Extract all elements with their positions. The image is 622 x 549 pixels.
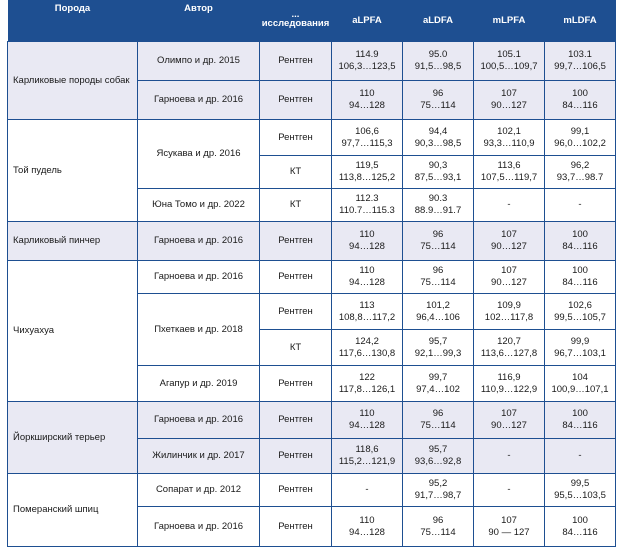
range-value: 117,6…130,8 [338,347,396,359]
range-value: 100,5…109,7 [480,61,538,72]
value-cell [332,189,403,222]
range-value: 84…116 [562,420,598,431]
mean-value: 90,3 [428,160,448,171]
mean-value: 116,9 [497,371,521,383]
value-cell [403,42,474,81]
value-cell [474,474,545,507]
mean-value: 100 [572,88,588,99]
value-cell [332,439,403,474]
mean-value: 96 [432,514,444,526]
value-cell [474,366,545,402]
header-row [8,0,616,42]
method-cell: Рентген [260,507,332,547]
table-body [8,42,616,547]
header-mldfa: mLDFA [545,0,616,42]
value-cell [474,222,545,261]
header-author: Автор [138,0,260,42]
method-cell: КТ [260,330,332,366]
value-cell [332,366,403,402]
value-cell [474,294,545,330]
mean-value: 102,6 [568,299,592,311]
breed-cell: Той пудель [8,120,138,222]
mean-value: 107 [501,88,517,99]
range-value: 84…116 [562,241,598,252]
method-cell: КТ [260,156,332,189]
method-cell: Рентген [260,366,332,402]
mean-value: 96 [432,229,444,240]
method-cell: Рентген [260,261,332,294]
header-method [260,0,332,42]
range-value: 113,8…125,2 [338,172,396,183]
value-cell [332,156,403,189]
range-value: 75…114 [420,241,456,252]
range-value: 106,3…123,5 [338,61,396,72]
range-value: 84…116 [562,526,598,538]
value-cell [332,222,403,261]
header-breed: Порода [8,0,138,42]
value-cell [545,474,616,507]
author-cell: Олимпо и др. 2015 [138,42,260,81]
value-cell [332,294,403,330]
mean-value: - [507,199,511,210]
mean-value: 110 [359,88,375,99]
mean-value: 100 [572,229,588,240]
mean-value: 114.9 [355,49,379,60]
value-cell [403,120,474,156]
mean-value: 110 [359,408,375,419]
breed-cell: Карликовые породы собак [8,42,138,120]
value-cell [332,402,403,439]
value-cell [545,189,616,222]
mean-value: 113 [359,299,375,311]
value-cell [332,261,403,294]
range-value: 97,7…115,3 [341,137,393,149]
value-cell [474,189,545,222]
method-cell: Рентген [260,439,332,474]
value-cell [403,81,474,120]
value-cell [474,402,545,439]
range-value: 84…116 [562,100,598,111]
value-cell [332,42,403,81]
mean-value: 107 [501,408,517,419]
mean-value: 96,2 [570,160,590,171]
author-cell: Ясукава и др. 2016 [138,120,260,189]
mean-value: 106,6 [355,125,379,137]
range-value: 107,5…119,7 [480,172,538,183]
author-cell: Жилинчик и др. 2017 [138,439,260,474]
value-cell [403,474,474,507]
mean-value: 94,4 [428,125,448,137]
mean-value: 96 [432,88,444,99]
data-table [7,0,616,547]
range-value: 117,8…126,1 [338,383,396,395]
range-value: 115,2…121,9 [338,456,396,467]
value-cell [403,189,474,222]
value-cell [332,474,403,507]
range-value: 90 — 127 [488,526,530,538]
mean-value: 110 [359,514,375,526]
range-value: 108,8…117,2 [338,311,396,323]
mean-value: 119,5 [355,160,379,171]
range-value: 90…127 [491,241,527,252]
mean-value: 103.1 [568,49,592,60]
value-cell [403,402,474,439]
mean-value: 105.1 [497,49,521,60]
value-cell [545,222,616,261]
range-value: 93,3…110,9 [483,137,535,149]
value-cell [545,439,616,474]
range-value: 93,7…98.7 [556,172,604,183]
value-cell [474,120,545,156]
method-cell: Рентген [260,402,332,439]
mean-value: 95,7 [428,335,448,347]
range-value: 84…116 [562,277,598,288]
range-value: 91,5…98,5 [414,61,462,72]
value-cell [403,294,474,330]
range-value: 102…117,8 [484,311,534,323]
range-value: 75…114 [420,420,456,431]
author-cell: Гарноева и др. 2016 [138,507,260,547]
value-cell [474,156,545,189]
range-value: 75…114 [420,100,456,111]
mean-value: 96 [432,408,444,419]
mean-value: 96 [432,265,444,276]
method-cell: Рентген [260,120,332,156]
method-cell: Рентген [260,42,332,81]
author-cell: Гарноева и др. 2016 [138,261,260,294]
mean-value: 95,7 [428,444,448,455]
range-value: 94…128 [349,526,385,538]
author-cell: Сопарат и др. 2012 [138,474,260,507]
method-cell: Рентген [260,81,332,120]
header-alpfa: aLPFA [332,0,403,42]
value-cell [403,261,474,294]
table-row [8,120,616,156]
author-cell: Гарноева и др. 2016 [138,222,260,261]
header-method-line1: ... [291,12,300,18]
range-value: 94…128 [349,100,385,111]
range-value: 96,4…106 [416,311,460,323]
header-method-line2: исследования [261,18,330,29]
range-value: 88.9…91.7 [414,205,462,216]
value-cell [545,81,616,120]
value-cell [474,261,545,294]
value-cell [545,330,616,366]
value-cell [545,366,616,402]
mean-value: 110 [359,229,375,240]
mean-value: 100 [572,265,588,276]
value-cell [474,330,545,366]
author-cell: Юна Томо и др. 2022 [138,189,260,222]
author-cell: Гарноева и др. 2016 [138,402,260,439]
table-row [8,222,616,261]
mean-value: 107 [501,265,517,276]
range-value: 113,6…127,8 [480,347,538,359]
mean-value: 120,7 [497,335,521,347]
method-cell: Рентген [260,294,332,330]
mean-value: 104 [572,371,588,383]
range-value: 99,7…106,5 [554,61,606,72]
value-cell [545,507,616,547]
mean-value: 107 [501,514,517,526]
breed-cell: Карликовый пинчер [8,222,138,261]
range-value: 110,9…122,9 [480,383,538,395]
value-cell [474,439,545,474]
value-cell [332,120,403,156]
mean-value: - [507,484,511,495]
value-cell [403,156,474,189]
value-cell [332,81,403,120]
range-value: 75…114 [420,526,456,538]
value-cell [545,120,616,156]
mean-value: - [507,450,511,461]
value-cell [403,330,474,366]
range-value: 90…127 [491,420,527,431]
value-cell [332,507,403,547]
mean-value: 124,2 [355,335,379,347]
mean-value: - [578,450,582,461]
range-value: 100,9…107,1 [551,383,609,395]
mean-value: 110 [359,265,375,276]
value-cell [474,42,545,81]
range-value: 94…128 [349,277,385,288]
range-value: 94…128 [349,241,385,252]
mean-value: - [365,484,369,495]
range-value: 87,5…93,1 [414,172,462,183]
table-row [8,261,616,294]
mean-value: 95.0 [428,49,448,60]
mean-value: 99,1 [570,125,590,137]
value-cell [403,222,474,261]
value-cell [545,261,616,294]
table-row [8,42,616,81]
table-row [8,474,616,507]
mean-value: 99,7 [428,371,448,383]
author-cell: Агапур и др. 2019 [138,366,260,402]
header-aldfa: aLDFA [403,0,474,42]
value-cell [545,156,616,189]
range-value: 90…127 [491,100,527,111]
value-cell [403,439,474,474]
value-cell [545,294,616,330]
mean-value: - [578,199,582,210]
mean-value: 102,1 [497,125,521,137]
mean-value: 113,6 [497,160,521,171]
range-value: 95,5…103,5 [554,490,606,501]
breed-cell: Померанский шпиц [8,474,138,547]
mean-value: 99,9 [570,335,590,347]
range-value: 97,4…102 [416,383,460,395]
header-mlpfa: mLPFA [474,0,545,42]
range-value: 90…127 [491,277,527,288]
mean-value: 101,2 [426,299,450,311]
range-value: 96,7…103,1 [554,347,606,359]
mean-value: 107 [501,229,517,240]
method-cell: КТ [260,189,332,222]
range-value: 94…128 [349,420,385,431]
mean-value: 99,5 [570,478,590,489]
author-cell: Гарноева и др. 2016 [138,81,260,120]
range-value: 90,3…98,5 [414,137,462,149]
mean-value: 118,6 [355,444,379,455]
range-value: 110.7…115.3 [339,205,395,216]
range-value: 96,0…102,2 [554,137,606,149]
mean-value: 112.3 [355,193,379,204]
breed-cell: Чихуахуа [8,261,138,402]
value-cell [545,402,616,439]
mean-value: 100 [572,408,588,419]
value-cell [332,330,403,366]
mean-value: 95,2 [428,478,448,489]
breed-cell: Йоркширский терьер [8,402,138,474]
value-cell [474,507,545,547]
range-value: 99,5…105,7 [554,311,606,323]
table-row [8,402,616,439]
mean-value: 100 [572,514,588,526]
range-value: 75…114 [420,277,456,288]
value-cell [403,366,474,402]
value-cell [545,42,616,81]
author-cell: Пхеткаев и др. 2018 [138,294,260,366]
range-value: 92,1…99,3 [414,347,462,359]
mean-value: 90.3 [428,193,448,204]
range-value: 91,7…98,7 [414,490,462,501]
mean-value: 109,9 [497,299,521,311]
range-value: 93,6…92,8 [414,456,462,467]
method-cell: Рентген [260,474,332,507]
mean-value: 122 [359,371,375,383]
value-cell [474,81,545,120]
method-cell: Рентген [260,222,332,261]
value-cell [403,507,474,547]
